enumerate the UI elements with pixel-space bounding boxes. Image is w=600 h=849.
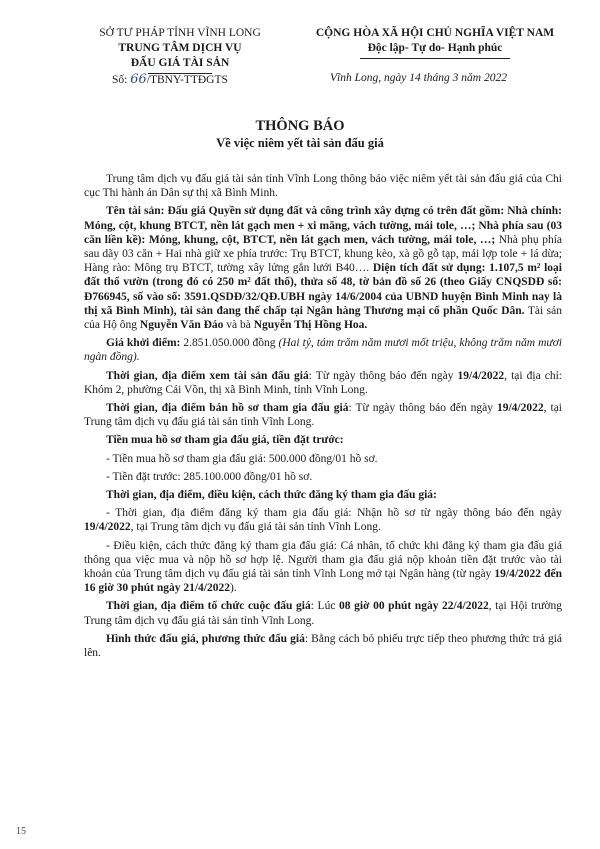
motto-underline <box>360 58 510 59</box>
nation-name: CỘNG HÒA XÃ HỘI CHỦ NGHĨA VIỆT NAM <box>315 27 555 39</box>
issuer-line-1: SỞ TƯ PHÁP TỈNH VĨNH LONG <box>99 27 261 39</box>
document-title: THÔNG BÁO <box>255 118 345 134</box>
paragraph-dossier-sale: Thời gian, địa điểm bán hồ sơ tham gia đấu giá: Từ ngày thông báo đến ngày 19/4/2022, tại Trung tâm dịch vụ đấu giá tài sản tỉnh Vĩnh Long. <box>84 402 563 429</box>
document-subtitle: Về việc niêm yết tài sản đấu giá <box>216 136 384 150</box>
paragraph-fee-deposit: - Tiền đặt trước: 285.100.000 đồng/01 hồ sơ. <box>106 470 313 483</box>
paragraph-starting-price: Giá khởi điểm: 2.851.050.000 đồng (Hai tỷ, tám trăm năm mươi mốt triệu, không trăm năm mươi ngàn đồng). <box>84 337 562 364</box>
document-date: Vĩnh Long, ngày 14 tháng 3 năm 2022 <box>330 72 507 84</box>
issuer-line-3: ĐẤU GIÁ TÀI SẢN <box>130 57 230 69</box>
document-number <box>112 72 228 87</box>
paragraph-intro: Trung tâm dịch vụ đấu giá tài sản tỉnh Vĩnh Long thông báo việc niêm yết tài sản đấu giá của Chi cục Thi hành án Dân sự thị xã Bình Minh. <box>84 173 562 200</box>
paragraph-auction-method: Hình thức đấu giá, phương thức đấu giá: Bằng cách bỏ phiếu trực tiếp theo phương thức trả giá lên. <box>84 632 562 660</box>
national-header <box>300 26 570 59</box>
paragraph-registration-time: - Thời gian, địa điểm đăng ký tham gia đấu giá: Nhận hồ sơ từ ngày thông báo đến ngày 19/4/2022, tại Trung tâm dịch vụ đấu giá tài sản tỉnh Vĩnh Long. <box>84 507 562 534</box>
paragraph-auction-time: Thời gian, địa điểm tổ chức cuộc đấu giá: Lúc 08 giờ 00 phút ngày 22/4/2022, tại Hội trường Trung tâm dịch vụ đấu giá tài sản tỉnh Vĩnh Long. <box>84 600 562 627</box>
paragraph-registration-conditions: - Điều kiện, cách thức đăng ký tham gia đấu giá: Cá nhân, tổ chức khi đăng ký tham gia đấu giá thông qua việc mua và nộp hồ sơ hợp lệ. Người tham gia đấu giá nộp khoản tiền đặt trước vào tài khoản của Trung tâm dịch vụ đấu giá tài sản tỉnh Vĩnh Long mở tại Ngân hàng (từ ngày 19/4/2022 đến 16 giờ 30 phút ngày 21/4/2022). <box>84 539 562 595</box>
page-footer-mark: 15 <box>16 826 26 837</box>
doc-no-prefix: Số: <box>112 74 128 86</box>
national-motto: Độc lập- Tự do- Hạnh phúc <box>367 42 503 54</box>
issuer-line-2: TRUNG TÂM DỊCH VỤ <box>118 42 242 54</box>
paragraph-fee-dossier: - Tiền mua hồ sơ tham gia đấu giá: 500.000 đồng/01 hồ sơ. <box>106 452 378 465</box>
doc-no-suffix: /TBNY-TTĐGTS <box>146 74 228 86</box>
doc-no-handwritten: 66 <box>130 72 147 87</box>
paragraph-fees-heading: Tiền mua hồ sơ tham gia đấu giá, tiền đặt trước: <box>106 434 344 447</box>
paragraph-asset: Tên tài sản: Đấu giá Quyền sử dụng đất và công trình xây dựng có trên đất gồm: Nhà chính: Móng, cột, khung BTCT, nền lát gạch men + xi măng, vách tường, mái tole, …; Nhà phía sau (03 căn liền kề): Móng, khung, cột, BTCT, nền lát gạch men, vách tường, mái tole, …; Nhà phụ phía sau dãy 03 căn + Hai nhà giữ xe phía trước: Trụ BTCT, khung kèo, xà gồ gỗ tạp, mái lợp tole + lá dừa; Hàng rào: Mông trụ BTCT, tường xây lửng gắn lưới B40…. Diện tích đất sử dụng: 1.107,5 m² loại đất thổ vườn (trong đó có 250 m² đất thổ), thửa số 48, tờ bản đồ số 26 (theo Giấy CNQSDĐ số: Đ766945, số vào sổ: 3591.QSDĐ/32/QĐ.UBH ngày 14/6/2004 của UBND huyện Bình Minh nay là thị xã Bình Minh), tài sản đang thế chấp tại Ngân hàng Thương mại cổ phần Quốc Dân. Tài sản của Hộ ông Nguyễn Văn Đáo và bà Nguyễn Thị Hồng Hoa. <box>84 205 562 332</box>
issuer-header <box>70 26 290 74</box>
paragraph-registration-heading: Thời gian, địa điểm, điều kiện, cách thức đăng ký tham gia đấu giá: <box>106 489 437 502</box>
document-body <box>84 172 562 664</box>
paragraph-viewing: Thời gian, địa điểm xem tài sản đấu giá: Từ ngày thông báo đến ngày 19/4/2022, tại địa chỉ: Khóm 2, phường Cái Vồn, thị xã Bình Minh, tỉnh Vĩnh Long. <box>84 369 562 396</box>
